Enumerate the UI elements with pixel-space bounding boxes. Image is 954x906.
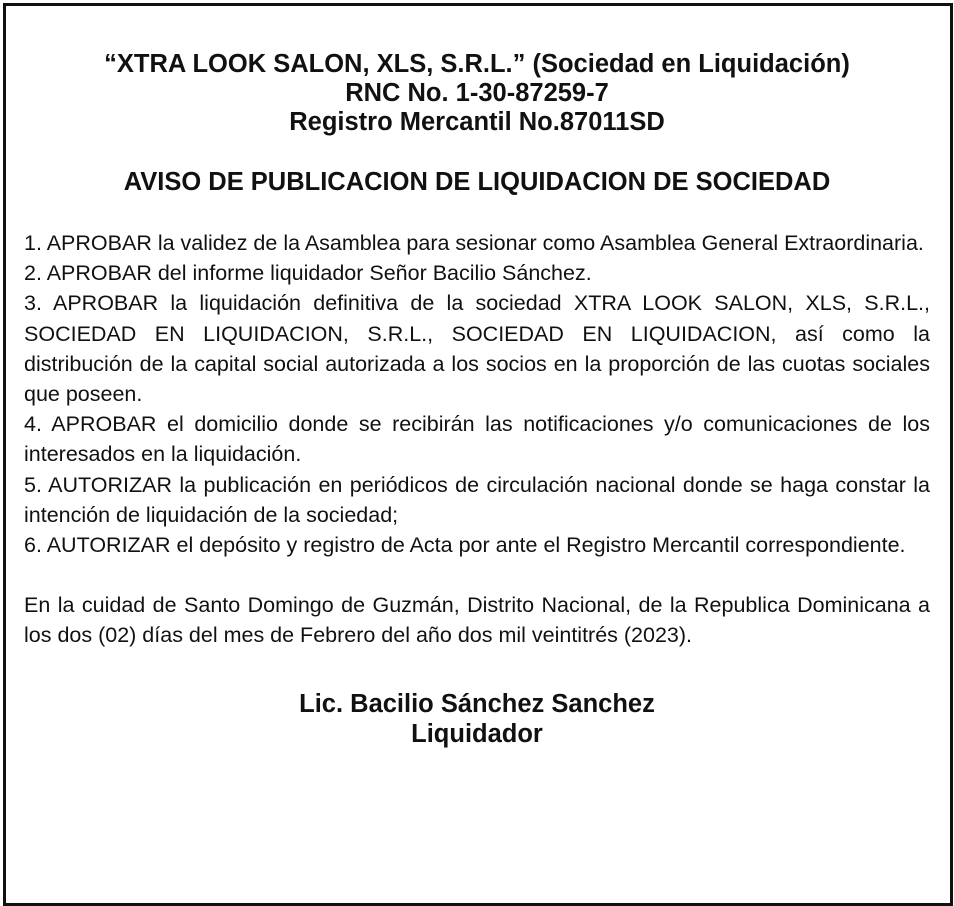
resolution-item-2: 2. APROBAR del informe liquidador Señor Bacilio Sánchez. — [24, 261, 592, 286]
resolutions-list — [24, 228, 930, 560]
resolution-item-1: 1. APROBAR la validez de la Asamblea para sesionar como Asamblea General Extraordinaria. — [24, 231, 924, 255]
notice-border-frame — [3, 3, 953, 906]
closing-paragraph: En la cuidad de Santo Domingo de Guzmán, Distrito Nacional, de la Republica Dominicana a los dos (02) días del mes de Febrero del año dos mil veintitrés (2023). — [24, 593, 930, 648]
registry-line: Registro Mercantil No.87011SD — [289, 108, 665, 136]
company-name-line: “XTRA LOOK SALON, XLS, S.R.L.” (Sociedad en Liquidación) — [104, 50, 850, 78]
resolution-item-4: 4. APROBAR el domicilio donde se recibirán las notificaciones y/o comunicaciones de los interesados en la liquidación. — [24, 412, 930, 467]
signatory-name: Lic. Bacilio Sánchez Sanchez — [299, 689, 655, 718]
notice-content — [24, 6, 930, 749]
signatory-role: Liquidador — [411, 719, 543, 748]
signature-block — [24, 689, 930, 749]
resolution-item-3: 3. APROBAR la liquidación definitiva de la sociedad XTRA LOOK SALON, XLS, S.R.L., SOCIEDAD EN LIQUIDACION, S.R.L., SOCIEDAD EN LIQUIDACION, así como la distribución de la capital social autorizada a los socios en la proporción de las cuotas sociales que poseen. — [24, 291, 930, 407]
resolution-item-6: 6. AUTORIZAR el depósito y registro de Acta por ante el Registro Mercantil correspondiente. — [24, 533, 906, 558]
notice-header — [24, 50, 930, 137]
notice-title: AVISO DE PUBLICACION DE LIQUIDACION DE SOCIEDAD — [123, 168, 831, 196]
resolution-item-5: 5. AUTORIZAR la publicación en periódicos de circulación nacional donde se haga constar la intención de liquidación de la sociedad; — [24, 472, 930, 527]
rnc-line: RNC No. 1-30-87259-7 — [345, 79, 609, 107]
